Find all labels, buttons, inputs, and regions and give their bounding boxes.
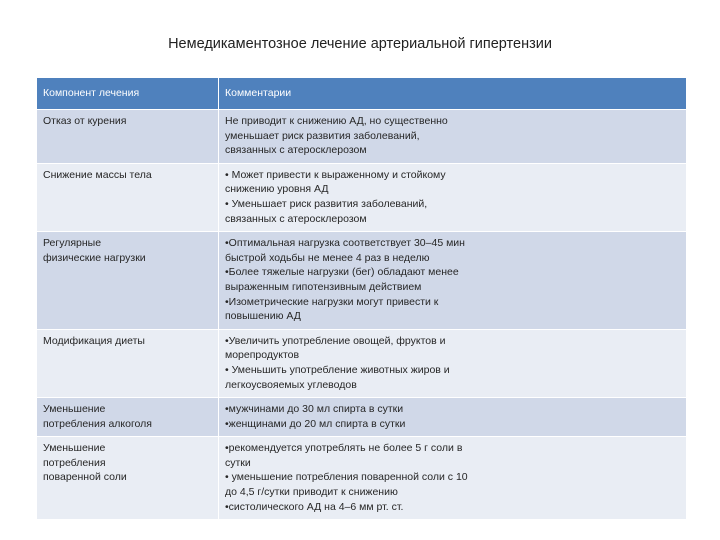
table-row [37, 397, 686, 436]
cell-line: морепродуктов [225, 349, 300, 362]
cell-line: связанных с атеросклерозом [225, 212, 367, 225]
cell-line: •Более тяжелые нагрузки (бег) обладают менее [225, 266, 459, 279]
comment-cell [219, 397, 686, 436]
comment-cell [219, 329, 686, 397]
comment-cell [219, 436, 686, 519]
cell-line: снижению уровня АД [225, 183, 329, 196]
comment-cell [219, 163, 686, 231]
cell-line: • Уменьшает риск развития заболеваний, [225, 197, 428, 210]
component-cell [37, 231, 219, 329]
cell-line: потребления алкоголя [43, 417, 152, 430]
cell-line: Уменьшение [43, 403, 106, 416]
cell-line: до 4,5 г/сутки приводит к снижению [225, 486, 398, 499]
cell-line: • уменьшение потребления поваренной соли с 10 [225, 471, 468, 484]
cell-line: •Увеличить употребление овощей, фруктов и [225, 334, 446, 347]
cell-line: Отказ от курения [43, 115, 127, 127]
treatment-table [37, 78, 686, 519]
cell-line: легкоусвояемых углеводов [225, 378, 357, 391]
cell-line: •Изометрические нагрузки могут привести к [225, 295, 439, 308]
component-cell [37, 109, 219, 163]
cell-line: • Может привести к выраженному и стойкому [225, 168, 446, 181]
cell-line: Уменьшение [43, 442, 106, 455]
header-component: Компонент лечения [37, 78, 219, 109]
cell-line: • Уменьшить употребление животных жиров и [225, 363, 450, 376]
cell-line: выраженным гипотензивным действием [225, 280, 422, 293]
component-cell [37, 163, 219, 231]
cell-line: потребления [43, 456, 106, 469]
table-row [37, 436, 686, 519]
table-row [37, 329, 686, 397]
table-row [37, 163, 686, 231]
comment-cell [219, 109, 686, 163]
cell-line: сутки [225, 456, 251, 469]
cell-line: Снижение массы тела [43, 168, 152, 181]
cell-line: •рекомендуется употреблять не более 5 г соли в [225, 442, 463, 455]
cell-line: Модификация диеты [43, 334, 145, 347]
header-comments: Комментарии [219, 78, 686, 109]
cell-line: •систолического АД на 4–6 мм рт. ст. [225, 500, 404, 513]
cell-line: Регулярные [43, 237, 102, 250]
cell-line: поваренной соли [43, 471, 127, 484]
cell-line: связанных с атеросклерозом [225, 144, 367, 157]
component-cell [37, 436, 219, 519]
cell-line: быстрой ходьбы не менее 4 раз в неделю [225, 251, 430, 264]
component-cell [37, 329, 219, 397]
cell-line: повышению АД [225, 310, 301, 323]
cell-line: •мужчинами до 30 мл спирта в сутки [225, 403, 404, 416]
cell-line: уменьшает риск развития заболеваний, [225, 129, 420, 142]
cell-line: Не приводит к снижению АД, но существенно [225, 115, 448, 127]
cell-line: физические нагрузки [43, 251, 146, 264]
table-row [37, 231, 686, 329]
table-header-row [37, 78, 686, 109]
table-row [37, 109, 686, 163]
slide-title: Немедикаментозное лечение артериальной гипертензии [168, 36, 552, 52]
component-cell [37, 397, 219, 436]
comment-cell [219, 231, 686, 329]
cell-line: •Оптимальная нагрузка соответствует 30–45 мин [225, 237, 465, 250]
cell-line: •женщинами до 20 мл спирта в сутки [225, 417, 406, 430]
